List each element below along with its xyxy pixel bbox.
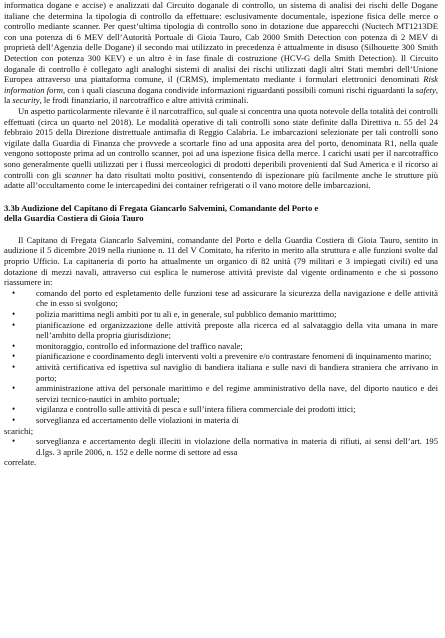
list-item — [4, 351, 438, 362]
list-item-text: amministrazione attiva del personale marittimo e del regime amministrativo della nave, del diporto nautico e dei servizi tecnico-nautici in ambito portuale; — [36, 383, 438, 404]
paragraph-narcotraffic — [4, 106, 438, 191]
list-item-text: pianificazione e coordinamento degli interventi volti a prevenire e/o contrastare fenomeni di inquinamento marino; — [36, 351, 432, 362]
bullet-icon: • — [12, 414, 16, 425]
list-item — [4, 436, 438, 468]
list-item-text: sorveglianza ed accertamento delle violazioni in materia di — [36, 414, 239, 425]
bullet-icon: • — [12, 340, 16, 351]
paragraph-text: , la — [4, 84, 438, 106]
bullet-icon: • — [12, 383, 16, 394]
section-heading-line: 3.3b Audizione del Capitano di Fregata Giancarlo Salvemini, Comandante del Porto e — [4, 202, 319, 213]
bullet-icon: • — [12, 404, 16, 415]
bullet-icon: • — [12, 436, 16, 447]
bullet-icon: • — [12, 319, 16, 330]
paragraph-text: , le frodi finanziario, il narcotraffico e altre attività criminali. — [39, 95, 249, 106]
paragraph-text: , con i quali ciascuna dogana condivide informazioni riguardanti possibili comuni rischi riguardanti la — [63, 84, 416, 95]
bullet-icon: • — [12, 309, 16, 320]
italic-term: safety — [415, 84, 436, 95]
italic-term: security — [12, 95, 40, 106]
bullet-list — [4, 288, 438, 468]
list-item — [4, 362, 438, 383]
bullet-icon: • — [12, 287, 16, 298]
paragraph-text: informatica dogane e accise) e analizzati dal Circuito doganale di controllo, un sistema di analisi dei rischi delle Dogane italiane che determina la tipologia di controllo da effettuare: esclusivamente documentale, ispezione fisica delle merce o controllo mediante scanner. Per quest’ultima tipologia di controllo sono in dotazione due apparecchi (Nuctech MT1213DE con una potenza di 6 MEV dell’Autorità Portuale di Gioia Tauro, Cab 2000 Smith Detection con potenza di 2 MEV di proprietà dell’Agenzia delle Dogane) il secondo mai utilizzato in precedenza è attualmente in disuso (Silhouette 300 Smith Detection con potenza 300 KEV) e un altro è in fase finale di costruzione (HCV-G della Smith Detection). Il Circuito doganale di controllo è collegato agli analoghi sistemi di analisi dei rischi utilizzati dagli altri Stati membri dell’Unione Europea attraverso una piattaforma comune, il (CRMS), implementato mediante i formulari elettronici denominati — [4, 0, 438, 85]
list-item — [4, 404, 438, 415]
list-item-text: monitoraggio, controllo ed informazione del traffico navale; — [36, 340, 243, 351]
bullet-icon: • — [12, 351, 16, 362]
paragraph-text: Un aspetto particolarmente rilevante è il narcotraffico, sul quale si concentra una quota notevole della totalità dei controlli effettuati (circa un quarto nel 2018). Le modalità operative di tali controlli sono state definite dalla Direttiva n. 55 del 24 febbraio 2015 della Direzione distrettuale antimafia di Reggio Calabria. Le imbarcazioni selezionate per tali controlli sono vigilate dalla Guardia di Finanza che provvede a scortarle fino ad una apposita area del porto, denominata R1, nella quale vengono sottoposte prima ad un controllo scanner, poi ad una ispezione fisica della merce. I carichi usati per il narcotraffico sono generalmente quelli utilizzati per i flussi merceologici di prodotti deperibili provenienti dal Sud America e il ricorso ai controlli con gli — [4, 105, 438, 180]
list-item-text: attività certificativa ed ispettiva sul naviglio di bandiera italiana e sulle navi di bandiera straniera che arrivano in porto; — [36, 362, 438, 383]
section-heading-line: della Guardia Costiera di Gioia Tauro — [4, 213, 144, 224]
list-item-text: pianificazione ed organizzazione delle attività preposte alla ricerca ed al salvataggio della vita umana in mare nell’ambito della propria giurisdizione; — [36, 319, 438, 341]
list-item-continuation: correlate. — [4, 457, 37, 468]
document-page — [4, 0, 438, 468]
paragraph-hearing: Il Capitano di Fregata Giancarlo Salvemini, comandante del Porto e della Guardia Costiera di Gioia Tauro, sentito in audizione il 5 dicembre 2019 nella riunione n. 11 del V Comitato, ha riferito in merito alla struttura e alle funzioni svolte dal proprio Ufficio. La capitaneria di porto ha attualmente un organico di 82 unità (79 militari e 3 impiegati civili) ed una dotazione di mezzi navali, attraverso cui esplica le numerose attività previste dal vigente ordinamento e che si possono riassumere in: — [4, 234, 438, 288]
bullet-icon: • — [12, 362, 16, 372]
paragraph-customs-control — [4, 0, 438, 106]
list-item — [4, 383, 438, 404]
section-heading — [4, 203, 438, 224]
list-item — [4, 341, 438, 352]
list-item — [4, 320, 438, 341]
italic-term: scanner — [64, 169, 92, 180]
italic-term: Risk information form — [4, 74, 438, 95]
list-item-text: vigilanza e controllo sulle attività di pesca e sull’intera filiera commerciale dei prodotti ittici; — [36, 404, 356, 415]
list-item-text: polizia marittima negli ambiti por tu ali e, in generale, sul pubblico demanio marittimo; — [36, 309, 337, 320]
list-item — [4, 309, 438, 320]
list-item — [4, 288, 438, 309]
list-item — [4, 415, 438, 436]
list-item-text: sorveglianza e accertamento degli illeciti in violazione della normativa in materia di rifiuti, ai sensi dell’art. 195 d.lgs. 3 aprile 2006, n. 152 e delle norme di settore ad essa — [36, 436, 438, 457]
list-item-text: comando del porto ed espletamento delle funzioni tese ad assicurare la sicurezza della navigazione e delle attività che in esso si svolgono; — [36, 287, 438, 309]
list-item-continuation: scarichi; — [4, 425, 34, 436]
paragraph-text: ha dato risultati molto positivi, consentendo di ispezionare più facilmente anche le strutture più adatte all’occultamento come le intercapedini dei container refrigerati o il vano motore delle imbarcazioni. — [4, 169, 438, 191]
